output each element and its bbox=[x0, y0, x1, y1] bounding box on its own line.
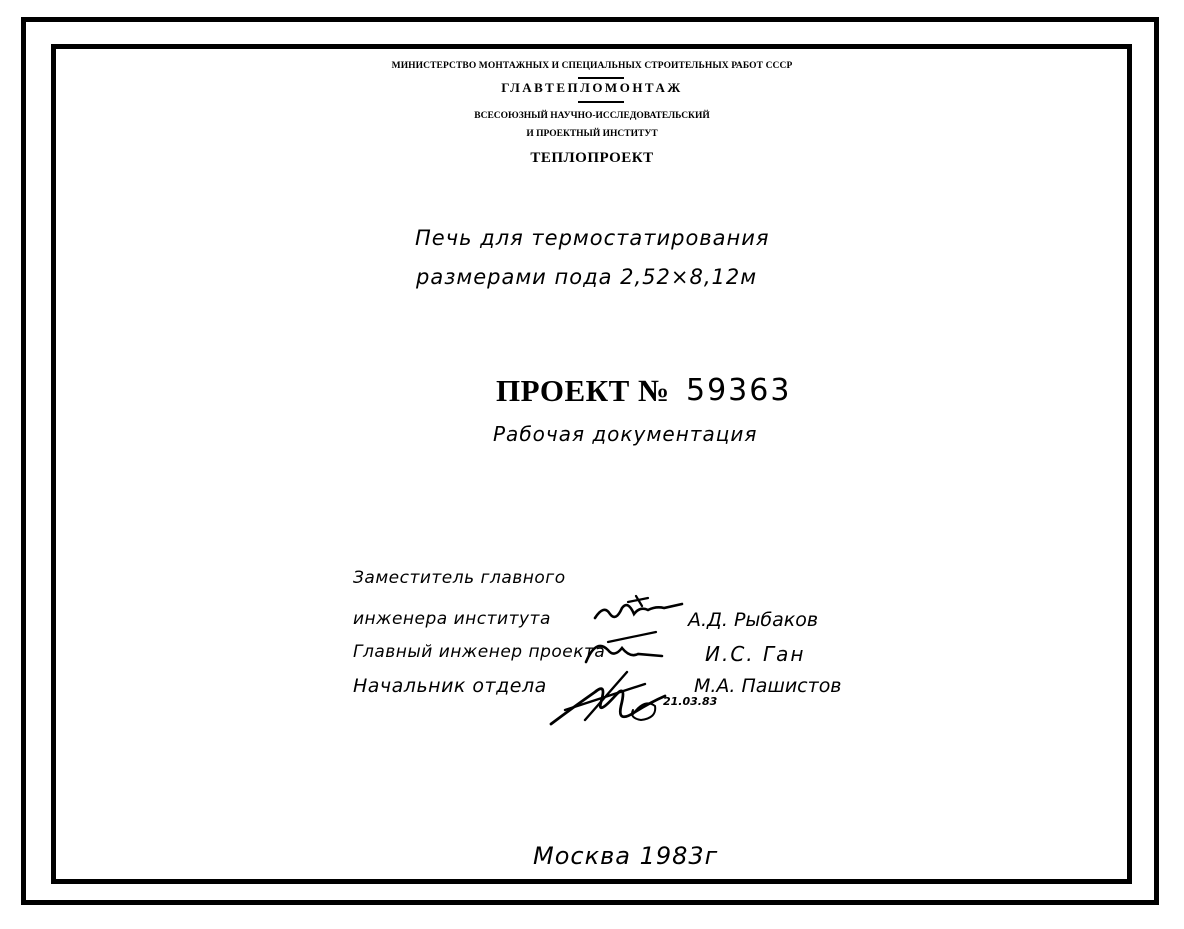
city-year: Москва 1983г bbox=[533, 842, 719, 870]
signatory-role-1-line1: Заместитель главного bbox=[353, 568, 566, 588]
subject-line2: размерами пода 2,52×8,12м bbox=[416, 265, 758, 289]
signatory-name-2: И.С. Ган bbox=[705, 642, 806, 666]
signatory-name-3: М.А. Пашистов bbox=[694, 675, 842, 697]
inner-frame bbox=[51, 44, 1132, 884]
signature-mark-3 bbox=[545, 662, 680, 732]
project-number: 59363 bbox=[686, 373, 792, 408]
institute-line1: ВСЕСОЮЗНЫЙ НАУЧНО-ИССЛЕДОВАТЕЛЬСКИЙ bbox=[474, 111, 710, 121]
project-label: ПРОЕКТ № bbox=[496, 373, 670, 408]
ministry-name: МИНИСТЕРСТВО МОНТАЖНЫХ И СПЕЦИАЛЬНЫХ СТРОИТЕЛЬНЫХ РАБОТ СССР bbox=[391, 61, 793, 71]
institute-line2: И ПРОЕКТНЫЙ ИНСТИТУТ bbox=[526, 129, 658, 139]
signature-date: 21.03.83 bbox=[663, 695, 718, 708]
signatory-role-1-line2: инженера института bbox=[353, 609, 551, 629]
signatory-role-3: Начальник отдела bbox=[353, 675, 547, 697]
signatory-role-2: Главный инженер проекта bbox=[353, 642, 606, 662]
signature-mark-1 bbox=[590, 592, 690, 628]
glavk-name: ГЛАВТЕПЛОМОНТАЖ bbox=[501, 80, 683, 95]
signatory-name-1: А.Д. Рыбаков bbox=[688, 609, 819, 631]
institute-name: ТЕПЛОПРОЕКТ bbox=[530, 150, 654, 166]
document-type: Рабочая документация bbox=[493, 422, 758, 446]
subject-line1: Печь для термостатирования bbox=[415, 226, 770, 250]
header-rule bbox=[578, 77, 624, 79]
header-rule bbox=[578, 101, 624, 103]
